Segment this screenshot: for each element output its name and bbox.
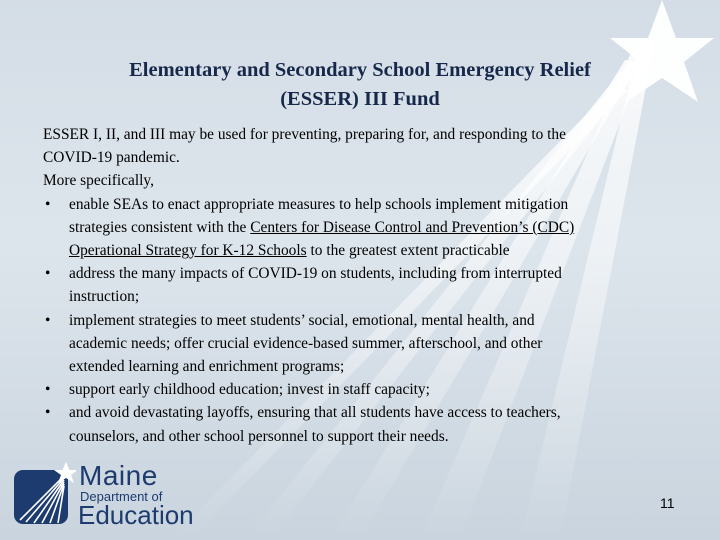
slide-body bbox=[43, 123, 675, 448]
bullet-item-1: • enable SEAs to enact appropriate measures to help schools implement mitigation strategies consistent with the Centers for Disease Control and Prevention’s (CDC) Operational Strategy for K-12 Schools to the greatest extent practicable bbox=[43, 193, 675, 263]
slide-title bbox=[40, 56, 680, 114]
slide-title-line2: (ESSER) III Fund bbox=[280, 88, 440, 110]
maine-doe-star-logo-icon bbox=[12, 462, 76, 526]
bullet-icon: • bbox=[45, 265, 51, 283]
slide-title-line1: Elementary and Secondary School Emergency Relief bbox=[129, 59, 591, 81]
bullet-icon: • bbox=[45, 195, 51, 213]
maine-doe-logo bbox=[12, 460, 197, 530]
page-number: 11 bbox=[660, 495, 675, 511]
bullet-item-4: • support early childhood education; invest in staff capacity; bbox=[43, 378, 675, 401]
bullet-icon: • bbox=[45, 311, 51, 329]
bullet-item-3: • implement strategies to meet students’ social, emotional, mental health, and academic needs; offer crucial evidence-based summer, afterschool, and other extended learning and enrichment programs; bbox=[43, 309, 675, 379]
intro-line1: ESSER I, II, and III may be used for preventing, preparing for, and responding to the bbox=[43, 126, 566, 143]
k12-strategy-link[interactable]: Operational Strategy for K-12 Schools bbox=[69, 242, 307, 260]
intro-line2: COVID-19 pandemic. bbox=[43, 149, 180, 167]
logo-maine-text: Maine bbox=[79, 460, 158, 491]
bullet-icon: • bbox=[45, 381, 51, 399]
cdc-link[interactable]: Centers for Disease Control and Prevention’s (CDC) bbox=[250, 218, 575, 236]
more-specifically-label: More specifically, bbox=[43, 172, 154, 190]
bullet-item-5: • and avoid devastating layoffs, ensuring that all students have access to teachers, counselors, and other school personnel to support their needs. bbox=[43, 401, 675, 447]
bullet-icon: • bbox=[45, 404, 51, 422]
logo-education-text: Education bbox=[78, 500, 194, 530]
logo-department-text: Department of bbox=[80, 489, 163, 504]
bullet-item-2: • address the many impacts of COVID-19 on students, including from interrupted instruction; bbox=[43, 262, 675, 308]
bullet-list bbox=[43, 193, 675, 448]
